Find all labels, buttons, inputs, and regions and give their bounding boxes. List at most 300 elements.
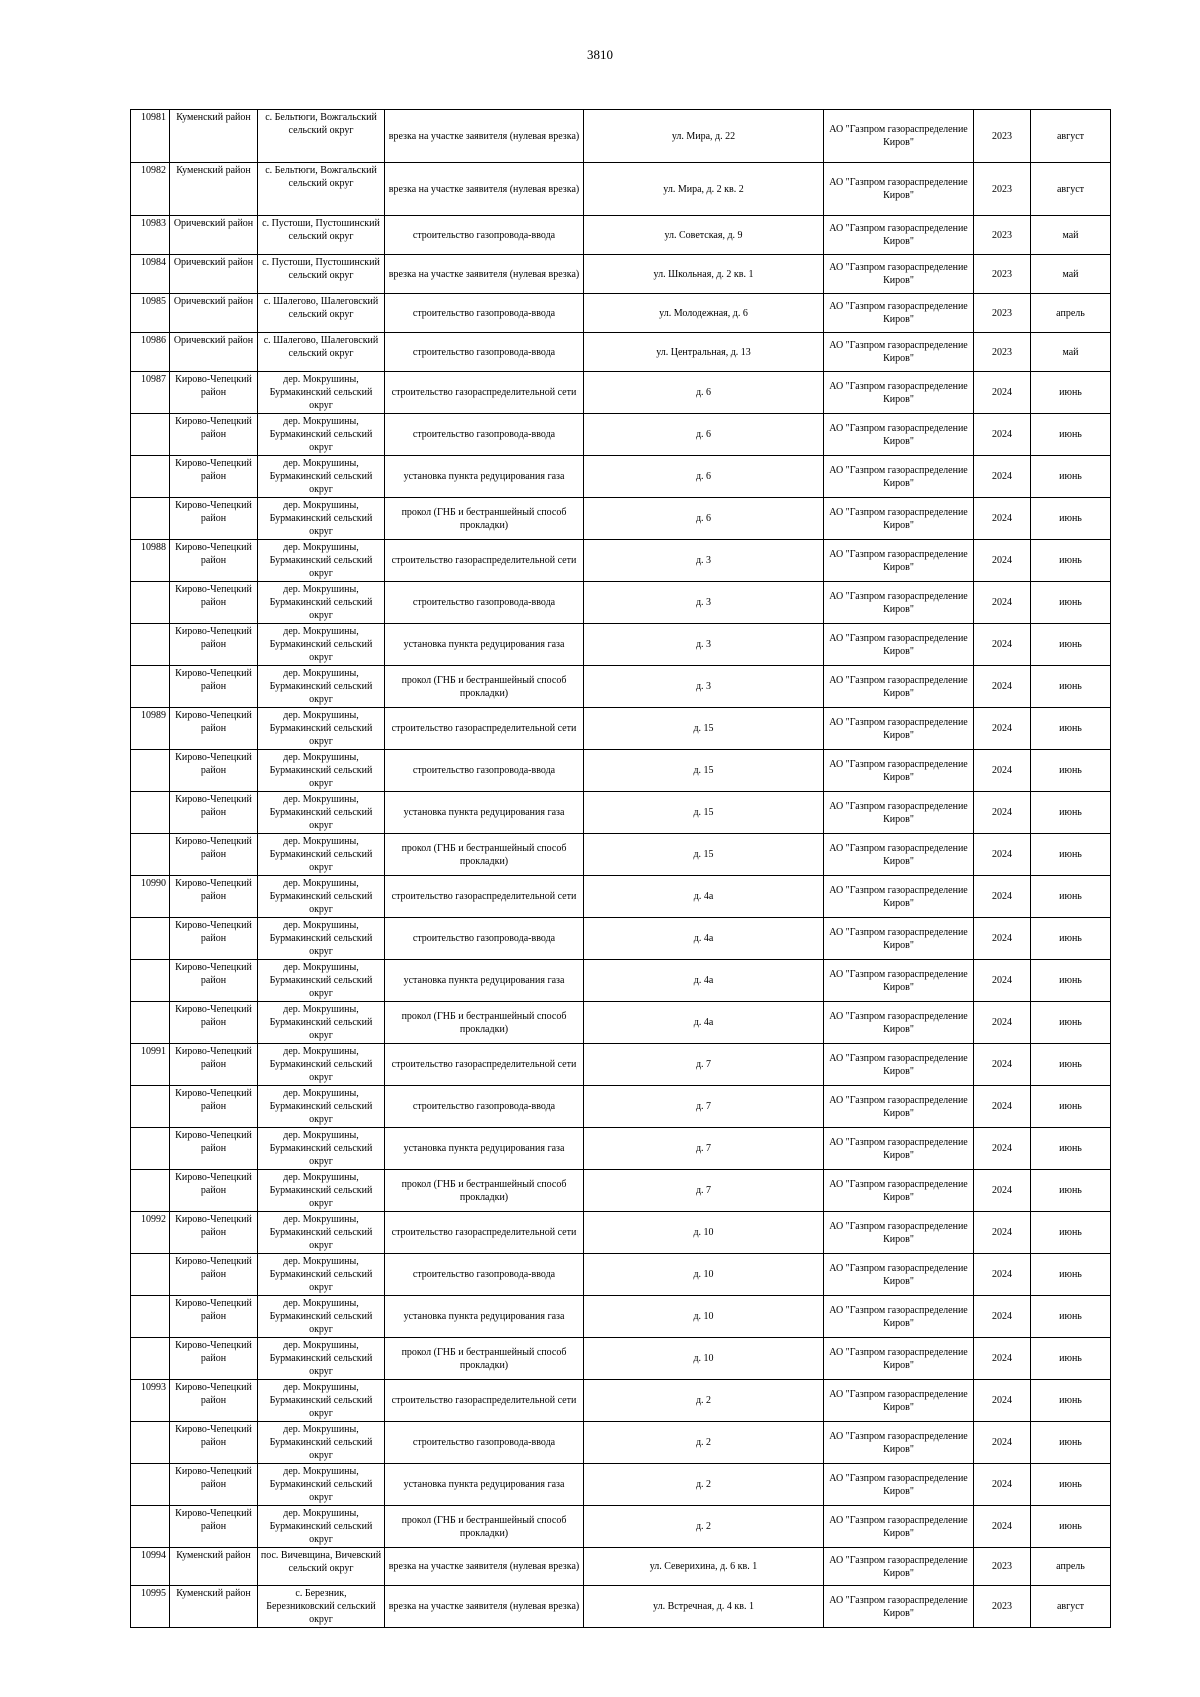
work-type-cell: прокол (ГНБ и бестраншейный способ прокладки): [385, 1002, 584, 1044]
work-type-cell: строительство газопровода-ввода: [385, 333, 584, 372]
table-row: [131, 750, 1111, 792]
entry-number: [131, 1002, 170, 1044]
organization-cell: АО "Газпром газораспределение Киров": [824, 1254, 974, 1296]
table-row: [131, 792, 1111, 834]
work-type-cell: прокол (ГНБ и бестраншейный способ прокладки): [385, 498, 584, 540]
locality-cell: дер. Мокрушины, Бурмакинский сельский округ: [258, 1464, 385, 1506]
district-cell: Кирово-Чепецкий район: [170, 1380, 258, 1422]
month-cell: июнь: [1031, 1044, 1111, 1086]
district-cell: Кирово-Чепецкий район: [170, 1128, 258, 1170]
district-cell: Кирово-Чепецкий район: [170, 456, 258, 498]
entry-number: [131, 1464, 170, 1506]
address-cell: д. 2: [584, 1464, 824, 1506]
organization-cell: АО "Газпром газораспределение Киров": [824, 876, 974, 918]
table-row: [131, 163, 1111, 216]
month-cell: июнь: [1031, 1296, 1111, 1338]
address-cell: д. 15: [584, 708, 824, 750]
entry-number: [131, 1086, 170, 1128]
district-cell: Кирово-Чепецкий район: [170, 960, 258, 1002]
address-cell: д. 10: [584, 1338, 824, 1380]
district-cell: Кирово-Чепецкий район: [170, 1170, 258, 1212]
district-cell: Кирово-Чепецкий район: [170, 498, 258, 540]
year-cell: 2024: [974, 498, 1031, 540]
locality-cell: дер. Мокрушины, Бурмакинский сельский округ: [258, 1380, 385, 1422]
year-cell: 2024: [974, 834, 1031, 876]
address-cell: д. 7: [584, 1170, 824, 1212]
district-cell: Кирово-Чепецкий район: [170, 1044, 258, 1086]
organization-cell: АО "Газпром газораспределение Киров": [824, 255, 974, 294]
address-cell: д. 10: [584, 1212, 824, 1254]
locality-cell: дер. Мокрушины, Бурмакинский сельский округ: [258, 1338, 385, 1380]
address-cell: д. 7: [584, 1086, 824, 1128]
year-cell: 2024: [974, 750, 1031, 792]
locality-cell: с. Пустоши, Пустошинский сельский округ: [258, 255, 385, 294]
year-cell: 2024: [974, 1128, 1031, 1170]
entry-number: [131, 666, 170, 708]
locality-cell: с. Шалегово, Шалеговский сельский округ: [258, 294, 385, 333]
district-cell: Куменский район: [170, 163, 258, 216]
table-row: [131, 1002, 1111, 1044]
district-cell: Куменский район: [170, 110, 258, 163]
work-type-cell: строительство газораспределительной сети: [385, 708, 584, 750]
table-row: [131, 666, 1111, 708]
entry-number: 10983: [131, 216, 170, 255]
district-cell: Кирово-Чепецкий район: [170, 876, 258, 918]
table-row: [131, 582, 1111, 624]
locality-cell: дер. Мокрушины, Бурмакинский сельский округ: [258, 1212, 385, 1254]
month-cell: май: [1031, 333, 1111, 372]
organization-cell: АО "Газпром газораспределение Киров": [824, 333, 974, 372]
entry-number: [131, 834, 170, 876]
organization-cell: АО "Газпром газораспределение Киров": [824, 1548, 974, 1586]
month-cell: июнь: [1031, 414, 1111, 456]
district-cell: Кирово-Чепецкий район: [170, 1212, 258, 1254]
entry-number: 10995: [131, 1586, 170, 1628]
work-type-cell: строительство газораспределительной сети: [385, 876, 584, 918]
year-cell: 2024: [974, 624, 1031, 666]
address-cell: д. 4а: [584, 960, 824, 1002]
year-cell: 2023: [974, 294, 1031, 333]
month-cell: июнь: [1031, 624, 1111, 666]
locality-cell: дер. Мокрушины, Бурмакинский сельский округ: [258, 1422, 385, 1464]
year-cell: 2024: [974, 540, 1031, 582]
table-row: [131, 540, 1111, 582]
district-cell: Оричевский район: [170, 216, 258, 255]
year-cell: 2023: [974, 110, 1031, 163]
table-row: [131, 918, 1111, 960]
month-cell: июнь: [1031, 1002, 1111, 1044]
year-cell: 2024: [974, 414, 1031, 456]
work-type-cell: врезка на участке заявителя (нулевая врезка): [385, 163, 584, 216]
address-cell: д. 15: [584, 750, 824, 792]
month-cell: июнь: [1031, 540, 1111, 582]
address-cell: д. 6: [584, 372, 824, 414]
work-type-cell: установка пункта редуцирования газа: [385, 1464, 584, 1506]
district-cell: Кирово-Чепецкий район: [170, 624, 258, 666]
month-cell: июнь: [1031, 792, 1111, 834]
organization-cell: АО "Газпром газораспределение Киров": [824, 960, 974, 1002]
locality-cell: дер. Мокрушины, Бурмакинский сельский округ: [258, 1044, 385, 1086]
entry-number: 10994: [131, 1548, 170, 1586]
district-cell: Кирово-Чепецкий район: [170, 1464, 258, 1506]
work-type-cell: установка пункта редуцирования газа: [385, 792, 584, 834]
table-row: [131, 1128, 1111, 1170]
year-cell: 2023: [974, 163, 1031, 216]
table-row: [131, 294, 1111, 333]
organization-cell: АО "Газпром газораспределение Киров": [824, 582, 974, 624]
organization-cell: АО "Газпром газораспределение Киров": [824, 708, 974, 750]
locality-cell: дер. Мокрушины, Бурмакинский сельский округ: [258, 1170, 385, 1212]
organization-cell: АО "Газпром газораспределение Киров": [824, 918, 974, 960]
table-row: [131, 624, 1111, 666]
table-row: [131, 1254, 1111, 1296]
entry-number: [131, 1128, 170, 1170]
table-row: [131, 708, 1111, 750]
work-type-cell: прокол (ГНБ и бестраншейный способ прокладки): [385, 834, 584, 876]
district-cell: Кирово-Чепецкий район: [170, 1002, 258, 1044]
organization-cell: АО "Газпром газораспределение Киров": [824, 1464, 974, 1506]
year-cell: 2024: [974, 456, 1031, 498]
organization-cell: АО "Газпром газораспределение Киров": [824, 834, 974, 876]
table-row: [131, 1380, 1111, 1422]
address-cell: ул. Мира, д. 2 кв. 2: [584, 163, 824, 216]
year-cell: 2024: [974, 1086, 1031, 1128]
table-row: [131, 960, 1111, 1002]
year-cell: 2024: [974, 1506, 1031, 1548]
year-cell: 2024: [974, 960, 1031, 1002]
month-cell: июнь: [1031, 1170, 1111, 1212]
month-cell: август: [1031, 110, 1111, 163]
organization-cell: АО "Газпром газораспределение Киров": [824, 1212, 974, 1254]
organization-cell: АО "Газпром газораспределение Киров": [824, 1086, 974, 1128]
address-cell: д. 4а: [584, 918, 824, 960]
work-type-cell: установка пункта редуцирования газа: [385, 960, 584, 1002]
locality-cell: дер. Мокрушины, Бурмакинский сельский округ: [258, 624, 385, 666]
registry-body: [131, 110, 1111, 1628]
year-cell: 2024: [974, 1254, 1031, 1296]
organization-cell: АО "Газпром газораспределение Киров": [824, 294, 974, 333]
address-cell: д. 3: [584, 582, 824, 624]
address-cell: д. 6: [584, 414, 824, 456]
entry-number: [131, 624, 170, 666]
locality-cell: дер. Мокрушины, Бурмакинский сельский округ: [258, 540, 385, 582]
address-cell: ул. Центральная, д. 13: [584, 333, 824, 372]
locality-cell: дер. Мокрушины, Бурмакинский сельский округ: [258, 456, 385, 498]
month-cell: июнь: [1031, 1422, 1111, 1464]
table-row: [131, 456, 1111, 498]
entry-number: [131, 1338, 170, 1380]
table-row: [131, 414, 1111, 456]
month-cell: июнь: [1031, 708, 1111, 750]
district-cell: Оричевский район: [170, 294, 258, 333]
table-row: [131, 1296, 1111, 1338]
entry-number: 10986: [131, 333, 170, 372]
work-type-cell: строительство газораспределительной сети: [385, 372, 584, 414]
locality-cell: дер. Мокрушины, Бурмакинский сельский округ: [258, 876, 385, 918]
year-cell: 2024: [974, 1044, 1031, 1086]
address-cell: д. 7: [584, 1044, 824, 1086]
month-cell: июнь: [1031, 1212, 1111, 1254]
organization-cell: АО "Газпром газораспределение Киров": [824, 1586, 974, 1628]
work-type-cell: строительство газопровода-ввода: [385, 1086, 584, 1128]
locality-cell: дер. Мокрушины, Бурмакинский сельский округ: [258, 960, 385, 1002]
address-cell: д. 2: [584, 1506, 824, 1548]
organization-cell: АО "Газпром газораспределение Киров": [824, 1128, 974, 1170]
year-cell: 2024: [974, 1170, 1031, 1212]
organization-cell: АО "Газпром газораспределение Киров": [824, 414, 974, 456]
locality-cell: дер. Мокрушины, Бурмакинский сельский округ: [258, 498, 385, 540]
address-cell: д. 2: [584, 1422, 824, 1464]
year-cell: 2024: [974, 666, 1031, 708]
table-row: [131, 834, 1111, 876]
district-cell: Кирово-Чепецкий район: [170, 1506, 258, 1548]
entry-number: [131, 1422, 170, 1464]
entry-number: [131, 1254, 170, 1296]
year-cell: 2024: [974, 1212, 1031, 1254]
district-cell: Кирово-Чепецкий район: [170, 540, 258, 582]
work-type-cell: строительство газораспределительной сети: [385, 1212, 584, 1254]
locality-cell: дер. Мокрушины, Бурмакинский сельский округ: [258, 1086, 385, 1128]
entry-number: [131, 1506, 170, 1548]
locality-cell: с. Бельтюги, Вожгальский сельский округ: [258, 110, 385, 163]
locality-cell: дер. Мокрушины, Бурмакинский сельский округ: [258, 414, 385, 456]
locality-cell: с. Березник, Березниковский сельский округ: [258, 1586, 385, 1628]
district-cell: Кирово-Чепецкий район: [170, 1296, 258, 1338]
month-cell: август: [1031, 1586, 1111, 1628]
table-row: [131, 255, 1111, 294]
address-cell: д. 7: [584, 1128, 824, 1170]
address-cell: ул. Мира, д. 22: [584, 110, 824, 163]
entry-number: 10993: [131, 1380, 170, 1422]
month-cell: июнь: [1031, 372, 1111, 414]
entry-number: [131, 456, 170, 498]
organization-cell: АО "Газпром газораспределение Киров": [824, 1296, 974, 1338]
locality-cell: дер. Мокрушины, Бурмакинский сельский округ: [258, 1002, 385, 1044]
table-row: [131, 1086, 1111, 1128]
table-row: [131, 1548, 1111, 1586]
district-cell: Кирово-Чепецкий район: [170, 666, 258, 708]
address-cell: д. 4а: [584, 1002, 824, 1044]
table-row: [131, 1422, 1111, 1464]
district-cell: Кирово-Чепецкий район: [170, 918, 258, 960]
locality-cell: с. Бельтюги, Вожгальский сельский округ: [258, 163, 385, 216]
address-cell: д. 6: [584, 456, 824, 498]
month-cell: июнь: [1031, 750, 1111, 792]
district-cell: Кирово-Чепецкий район: [170, 1422, 258, 1464]
district-cell: Кирово-Чепецкий район: [170, 834, 258, 876]
organization-cell: АО "Газпром газораспределение Киров": [824, 1506, 974, 1548]
entry-number: [131, 750, 170, 792]
entry-number: [131, 960, 170, 1002]
work-type-cell: строительство газопровода-ввода: [385, 582, 584, 624]
locality-cell: дер. Мокрушины, Бурмакинский сельский округ: [258, 582, 385, 624]
address-cell: д. 3: [584, 624, 824, 666]
address-cell: ул. Советская, д. 9: [584, 216, 824, 255]
entry-number: 10991: [131, 1044, 170, 1086]
work-type-cell: строительство газораспределительной сети: [385, 540, 584, 582]
district-cell: Кирово-Чепецкий район: [170, 414, 258, 456]
address-cell: д. 2: [584, 1380, 824, 1422]
month-cell: июнь: [1031, 582, 1111, 624]
district-cell: Кирово-Чепецкий район: [170, 1086, 258, 1128]
work-type-cell: строительство газораспределительной сети: [385, 1380, 584, 1422]
organization-cell: АО "Газпром газораспределение Киров": [824, 540, 974, 582]
work-type-cell: строительство газопровода-ввода: [385, 414, 584, 456]
month-cell: август: [1031, 163, 1111, 216]
work-type-cell: врезка на участке заявителя (нулевая врезка): [385, 255, 584, 294]
locality-cell: дер. Мокрушины, Бурмакинский сельский округ: [258, 666, 385, 708]
organization-cell: АО "Газпром газораспределение Киров": [824, 1338, 974, 1380]
organization-cell: АО "Газпром газораспределение Киров": [824, 1044, 974, 1086]
work-type-cell: установка пункта редуцирования газа: [385, 456, 584, 498]
year-cell: 2024: [974, 372, 1031, 414]
work-type-cell: врезка на участке заявителя (нулевая врезка): [385, 1586, 584, 1628]
district-cell: Кирово-Чепецкий район: [170, 372, 258, 414]
work-type-cell: прокол (ГНБ и бестраншейный способ прокладки): [385, 1170, 584, 1212]
entry-number: 10990: [131, 876, 170, 918]
table-row: [131, 333, 1111, 372]
table-row: [131, 1338, 1111, 1380]
work-type-cell: строительство газопровода-ввода: [385, 750, 584, 792]
work-type-cell: установка пункта редуцирования газа: [385, 1296, 584, 1338]
year-cell: 2024: [974, 582, 1031, 624]
month-cell: июнь: [1031, 498, 1111, 540]
organization-cell: АО "Газпром газораспределение Киров": [824, 666, 974, 708]
address-cell: д. 10: [584, 1254, 824, 1296]
year-cell: 2024: [974, 1296, 1031, 1338]
locality-cell: дер. Мокрушины, Бурмакинский сельский округ: [258, 918, 385, 960]
table-row: [131, 1506, 1111, 1548]
locality-cell: с. Пустоши, Пустошинский сельский округ: [258, 216, 385, 255]
district-cell: Оричевский район: [170, 333, 258, 372]
month-cell: июнь: [1031, 1506, 1111, 1548]
work-type-cell: установка пункта редуцирования газа: [385, 1128, 584, 1170]
table-row: [131, 1586, 1111, 1628]
year-cell: 2024: [974, 1464, 1031, 1506]
entry-number: [131, 414, 170, 456]
address-cell: д. 4а: [584, 876, 824, 918]
entry-number: 10988: [131, 540, 170, 582]
organization-cell: АО "Газпром газораспределение Киров": [824, 1380, 974, 1422]
table-row: [131, 876, 1111, 918]
month-cell: апрель: [1031, 1548, 1111, 1586]
entry-number: [131, 1170, 170, 1212]
year-cell: 2023: [974, 1548, 1031, 1586]
work-type-cell: строительство газопровода-ввода: [385, 918, 584, 960]
table-row: [131, 372, 1111, 414]
work-type-cell: прокол (ГНБ и бестраншейный способ прокладки): [385, 1506, 584, 1548]
locality-cell: дер. Мокрушины, Бурмакинский сельский округ: [258, 708, 385, 750]
month-cell: июнь: [1031, 1254, 1111, 1296]
address-cell: ул. Встречная, д. 4 кв. 1: [584, 1586, 824, 1628]
locality-cell: дер. Мокрушины, Бурмакинский сельский округ: [258, 1506, 385, 1548]
table-row: [131, 1170, 1111, 1212]
district-cell: Кирово-Чепецкий район: [170, 582, 258, 624]
entry-number: 10981: [131, 110, 170, 163]
table-row: [131, 1044, 1111, 1086]
locality-cell: дер. Мокрушины, Бурмакинский сельский округ: [258, 372, 385, 414]
table-row: [131, 1212, 1111, 1254]
district-cell: Кирово-Чепецкий район: [170, 1338, 258, 1380]
year-cell: 2024: [974, 1338, 1031, 1380]
entry-number: [131, 918, 170, 960]
entry-number: 10989: [131, 708, 170, 750]
address-cell: д. 10: [584, 1296, 824, 1338]
year-cell: 2023: [974, 1586, 1031, 1628]
gasification-registry-table: [130, 109, 1111, 1628]
entry-number: [131, 792, 170, 834]
month-cell: июнь: [1031, 456, 1111, 498]
district-cell: Оричевский район: [170, 255, 258, 294]
month-cell: июнь: [1031, 1380, 1111, 1422]
work-type-cell: строительство газораспределительной сети: [385, 1044, 584, 1086]
entry-number: 10982: [131, 163, 170, 216]
address-cell: ул. Школьная, д. 2 кв. 1: [584, 255, 824, 294]
locality-cell: дер. Мокрушины, Бурмакинский сельский округ: [258, 750, 385, 792]
year-cell: 2024: [974, 1002, 1031, 1044]
entry-number: 10984: [131, 255, 170, 294]
year-cell: 2023: [974, 255, 1031, 294]
district-cell: Куменский район: [170, 1548, 258, 1586]
month-cell: апрель: [1031, 294, 1111, 333]
locality-cell: с. Шалегово, Шалеговский сельский округ: [258, 333, 385, 372]
entry-number: 10987: [131, 372, 170, 414]
organization-cell: АО "Газпром газораспределение Киров": [824, 110, 974, 163]
month-cell: июнь: [1031, 1338, 1111, 1380]
month-cell: июнь: [1031, 666, 1111, 708]
year-cell: 2023: [974, 333, 1031, 372]
year-cell: 2024: [974, 918, 1031, 960]
organization-cell: АО "Газпром газораспределение Киров": [824, 216, 974, 255]
district-cell: Куменский район: [170, 1586, 258, 1628]
table-row: [131, 216, 1111, 255]
year-cell: 2024: [974, 792, 1031, 834]
year-cell: 2024: [974, 876, 1031, 918]
work-type-cell: врезка на участке заявителя (нулевая врезка): [385, 110, 584, 163]
table-row: [131, 498, 1111, 540]
month-cell: июнь: [1031, 1086, 1111, 1128]
organization-cell: АО "Газпром газораспределение Киров": [824, 498, 974, 540]
table-row: [131, 110, 1111, 163]
month-cell: май: [1031, 255, 1111, 294]
entry-number: 10985: [131, 294, 170, 333]
entry-number: [131, 582, 170, 624]
address-cell: д. 3: [584, 540, 824, 582]
year-cell: 2024: [974, 1380, 1031, 1422]
organization-cell: АО "Газпром газораспределение Киров": [824, 1002, 974, 1044]
district-cell: Кирово-Чепецкий район: [170, 708, 258, 750]
address-cell: д. 15: [584, 792, 824, 834]
locality-cell: дер. Мокрушины, Бурмакинский сельский округ: [258, 792, 385, 834]
work-type-cell: установка пункта редуцирования газа: [385, 624, 584, 666]
address-cell: д. 3: [584, 666, 824, 708]
organization-cell: АО "Газпром газораспределение Киров": [824, 456, 974, 498]
work-type-cell: прокол (ГНБ и бестраншейный способ прокладки): [385, 1338, 584, 1380]
month-cell: май: [1031, 216, 1111, 255]
address-cell: д. 15: [584, 834, 824, 876]
year-cell: 2024: [974, 1422, 1031, 1464]
district-cell: Кирово-Чепецкий район: [170, 750, 258, 792]
locality-cell: дер. Мокрушины, Бурмакинский сельский округ: [258, 1296, 385, 1338]
address-cell: д. 6: [584, 498, 824, 540]
locality-cell: дер. Мокрушины, Бурмакинский сельский округ: [258, 1254, 385, 1296]
organization-cell: АО "Газпром газораспределение Киров": [824, 1422, 974, 1464]
address-cell: ул. Молодежная, д. 6: [584, 294, 824, 333]
organization-cell: АО "Газпром газораспределение Киров": [824, 372, 974, 414]
work-type-cell: прокол (ГНБ и бестраншейный способ прокладки): [385, 666, 584, 708]
month-cell: июнь: [1031, 1128, 1111, 1170]
entry-number: [131, 498, 170, 540]
